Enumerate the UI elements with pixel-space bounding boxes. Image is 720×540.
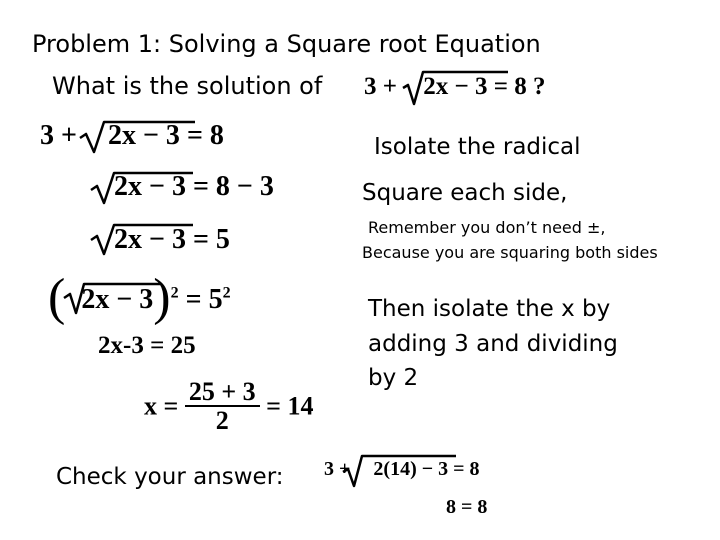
step-3-radicand: 2x − 3 [114,224,186,255]
note-remember-2: Because you are squaring both sides [362,243,658,262]
check-label: Check your answer: [56,464,284,490]
question-eq-right: = 8 ? [493,73,546,100]
note-square: Square each side, [362,180,568,206]
question-eq-radicand: 2x − 3 [423,73,488,100]
step-4-close-paren: ) [153,269,171,326]
check-line-1 [324,458,480,481]
step-4-exponent: 2 [170,284,179,302]
step-6-rhs: = 14 [266,391,314,421]
step-4-open-paren: ( [48,269,66,326]
check-line-1-radicand: 2(14) − 3 [373,458,449,480]
question-eq-left: 3 + [364,73,397,100]
step-2 [114,171,274,203]
step-2-after: = 8 − 3 [192,171,274,202]
step-4-after: = 5 [185,284,223,315]
step-6-denominator: 2 [215,406,229,436]
check-line-2: 8 = 8 [446,496,488,518]
note-then-3: by 2 [368,365,419,391]
question-equation [364,73,546,101]
step-6-fraction [185,378,260,435]
step-3 [114,224,230,256]
step-6-numerator: 25 + 3 [185,378,260,407]
step-6-lhs: x = [144,391,179,421]
check-line-1-after: = 8 [453,458,480,480]
note-isolate: Isolate the radical [374,134,581,160]
step-5: 2x-3 = 25 [98,332,196,359]
note-remember-1: Remember you don’t need ±, [368,218,606,237]
question-prompt: What is the solution of [52,72,323,100]
note-then-2: adding 3 and dividing [368,331,618,357]
step-1 [40,120,224,152]
step-4-radicand: 2x − 3 [81,284,154,315]
check-line-1-before: 3 + [324,458,351,480]
step-1-before: 3 + [40,120,77,151]
note-then-1: Then isolate the x by [368,296,611,322]
step-2-radicand: 2x − 3 [114,171,186,202]
step-1-radicand: 2x − 3 [107,120,180,151]
step-1-after: = 8 [186,120,224,151]
step-3-after: = 5 [192,224,230,255]
page-title: Problem 1: Solving a Square root Equation [32,30,541,58]
step-4-after-exponent: 2 [222,284,231,302]
step-6 [144,378,313,435]
step-4 [48,268,231,327]
